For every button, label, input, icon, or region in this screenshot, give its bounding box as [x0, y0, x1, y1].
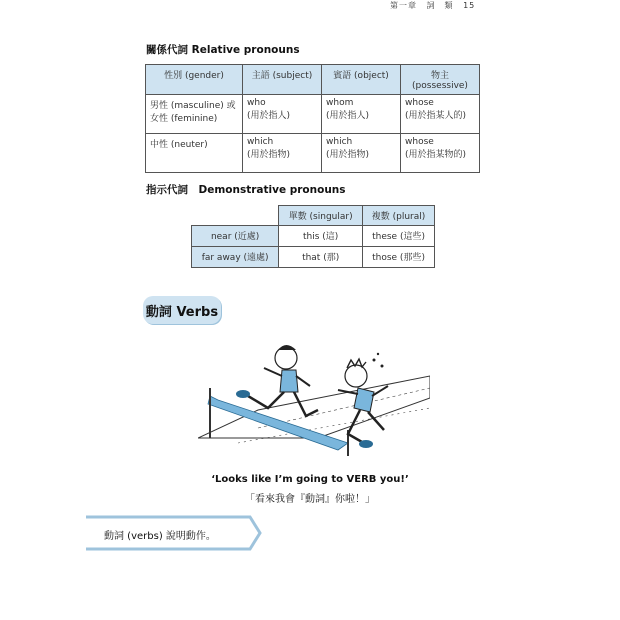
cell-singular: this (這)	[279, 226, 363, 247]
chapter-label: 第一章	[390, 1, 417, 10]
cell-text: 中性 (neuter)	[150, 140, 208, 150]
runners-cartoon-illustration	[198, 338, 430, 458]
relative-pronouns-title: 關係代詞 Relative pronouns	[146, 44, 300, 56]
row-label-far: far away (遠處)	[192, 247, 279, 268]
cell-text: which	[326, 137, 353, 147]
runner1-hair	[278, 345, 296, 350]
demonstrative-pronouns-title: 指示代詞 Demonstrative pronouns	[146, 184, 346, 196]
sweat-drop	[373, 359, 376, 362]
cell-text: whose	[405, 137, 434, 147]
cell-object	[322, 95, 401, 134]
cell-note: (用於指人)	[326, 111, 370, 121]
cell-note: (用於指物)	[247, 150, 291, 160]
sweat-drop	[381, 365, 384, 368]
table-header-row	[192, 206, 435, 226]
cell-subject	[243, 95, 322, 134]
cell-gender	[146, 95, 243, 134]
cell-note: (用於指某人的)	[405, 111, 467, 121]
page-header	[390, 0, 481, 11]
cell-object	[322, 134, 401, 173]
runner2-shirt	[354, 388, 374, 412]
cell-plural: those (那些)	[363, 247, 435, 268]
cell-possessive	[401, 134, 480, 173]
chapter-title: 詞 類	[426, 1, 454, 10]
runner2-head	[345, 365, 367, 387]
header-subject: 主語 (subject)	[243, 65, 322, 95]
header-possessive: 物主 (possessive)	[401, 65, 480, 95]
header-singular: 單數 (singular)	[279, 206, 363, 226]
empty-corner	[192, 206, 279, 226]
cell-text: whom	[326, 98, 354, 108]
table-header-row	[146, 65, 480, 95]
header-gender: 性別 (gender)	[146, 65, 243, 95]
cell-text: 女性 (feminine)	[150, 114, 218, 124]
header-plural: 複數 (plural)	[363, 206, 435, 226]
row-label-near: near (近處)	[192, 226, 279, 247]
cell-note: (用於指人)	[247, 111, 291, 121]
runner1-head	[275, 347, 297, 369]
table-row	[146, 134, 480, 173]
runner2-shoe	[359, 440, 373, 448]
table-row	[192, 226, 435, 247]
cell-text: who	[247, 98, 266, 108]
table-row	[192, 247, 435, 268]
table-row	[146, 95, 480, 134]
demonstrative-pronouns-table	[191, 205, 435, 268]
runner1-shirt	[280, 370, 298, 392]
cell-note: (用於指某物的)	[405, 150, 467, 160]
header-object: 賓語 (object)	[322, 65, 401, 95]
cell-gender	[146, 134, 243, 173]
cell-possessive	[401, 95, 480, 134]
cell-plural: these (這些)	[363, 226, 435, 247]
cell-subject	[243, 134, 322, 173]
sweat-drop	[377, 353, 379, 355]
cell-text: which	[247, 137, 274, 147]
verbs-section-title: 動詞 Verbs	[143, 296, 221, 324]
cell-text: whose	[405, 98, 434, 108]
runner1-shoe	[236, 390, 250, 398]
cell-singular: that (那)	[279, 247, 363, 268]
relative-pronouns-table	[145, 64, 480, 173]
cell-note: (用於指物)	[326, 150, 370, 160]
verbs-definition-note: 動詞 (verbs) 說明動作。	[104, 531, 216, 542]
cartoon-caption-chinese: 「看來我會『動詞』你啦！」	[245, 494, 375, 505]
cell-text: 男性 (masculine) 或	[150, 101, 236, 111]
page-number: 15	[463, 1, 476, 10]
cartoon-caption-english: ‘Looks like I’m going to VERB you!’	[211, 474, 409, 485]
